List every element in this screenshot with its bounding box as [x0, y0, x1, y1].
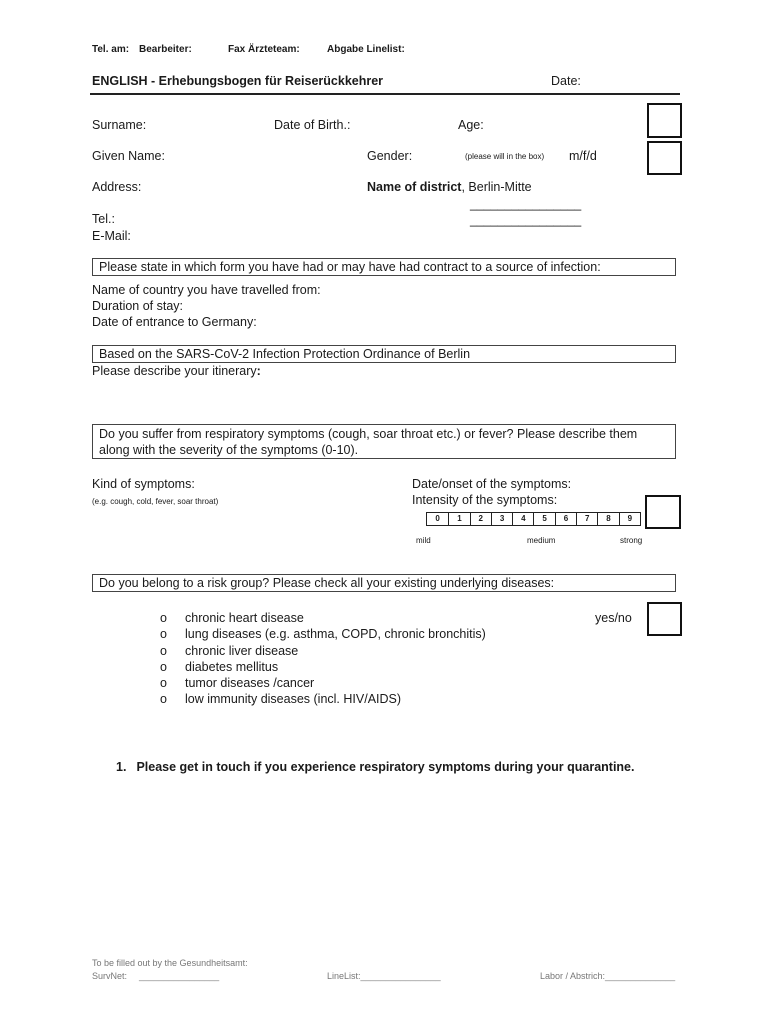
risk-box[interactable] — [647, 602, 682, 636]
list-item — [160, 643, 486, 659]
linelist-line: ________________ — [360, 971, 441, 981]
tel-label: Tel.: — [92, 212, 115, 226]
scale-5[interactable]: 5 — [533, 513, 554, 525]
age-label: Age: — [458, 118, 484, 132]
header-tel-label: Tel. am: — [92, 44, 130, 55]
scale-6[interactable]: 6 — [555, 513, 576, 525]
survnet-line: ________________ — [139, 971, 220, 981]
disease-label: lung diseases (e.g. asthma, COPD, chronic bronchitis) — [185, 627, 486, 642]
form-title: ENGLISH - Erhebungsbogen für Reiserückkehrer — [92, 74, 384, 88]
intensity-scale — [426, 512, 641, 526]
email-label: E-Mail: — [92, 229, 131, 243]
scale-8[interactable]: 8 — [597, 513, 618, 525]
infection-band: Please state in which form you have had or may have had contract to a source of infection: — [92, 258, 676, 276]
list-item — [160, 675, 486, 691]
scale-3[interactable]: 3 — [491, 513, 512, 525]
symptoms-band-line-1: Do you suffer from respiratory symptoms (cough, soar throat etc.) or fever? Please describe them — [99, 427, 638, 441]
duration-label: Duration of stay: — [92, 299, 184, 313]
footer-linelist — [327, 971, 441, 981]
bullet: o — [160, 627, 167, 642]
disease-label: diabetes mellitus — [185, 659, 279, 674]
header-fax-label: Fax Ärzteteam: — [228, 44, 300, 55]
scale-medium: medium — [527, 536, 556, 545]
disease-label: low immunity diseases (incl. HIV/AIDS) — [185, 692, 402, 707]
footer-survnet — [92, 971, 219, 981]
survnet-label: SurvNet: — [92, 971, 128, 981]
risk-band: Do you belong to a risk group? Please check all your existing underlying diseases: — [92, 574, 676, 592]
district-value: , Berlin-Mitte — [461, 180, 532, 194]
list-item — [160, 659, 486, 675]
scale-mild: mild — [416, 536, 431, 545]
date-label: Date: — [551, 74, 581, 88]
linelist-label: LineList: — [327, 971, 361, 981]
itinerary-prompt-text: Please describe your itinerary — [92, 364, 257, 378]
itinerary-prompt — [92, 364, 261, 378]
itinerary-band: Based on the SARS-CoV-2 Infection Protection Ordinance of Berlin — [92, 345, 676, 363]
labor-label: Labor / Abstrich: — [540, 971, 606, 981]
bullet: o — [160, 676, 167, 691]
bullet: o — [160, 643, 167, 658]
district-field — [367, 180, 532, 194]
disease-label: tumor diseases /cancer — [185, 676, 315, 691]
labor-line: ______________ — [605, 971, 676, 981]
intensity-label: Intensity of the symptoms: — [412, 493, 558, 507]
intensity-box[interactable] — [645, 495, 681, 529]
itinerary-colon: : — [256, 364, 261, 378]
address-line-2: ________________ — [470, 213, 582, 227]
footer-labor — [540, 971, 675, 981]
notice-number: 1. — [116, 760, 127, 774]
scale-0[interactable]: 0 — [435, 514, 440, 523]
quarantine-notice — [116, 760, 634, 774]
given-name-label: Given Name: — [92, 149, 165, 163]
list-item — [160, 691, 486, 707]
list-item — [160, 610, 486, 626]
scale-7[interactable]: 7 — [576, 513, 597, 525]
address-line-1: ________________ — [470, 197, 582, 211]
disease-label: chronic heart disease — [185, 611, 304, 625]
header-worker-label: Bearbeiter: — [139, 44, 192, 55]
notice-text: Please get in touch if you experience respiratory symptoms during your quarantine. — [136, 760, 635, 774]
title-rule — [90, 93, 680, 95]
address-label: Address: — [92, 180, 142, 194]
symptoms-band — [92, 424, 676, 459]
gender-options: m/f/d — [569, 149, 597, 163]
age-box[interactable] — [647, 103, 682, 138]
kind-hint: (e.g. cough, cold, fever, soar throat) — [92, 497, 219, 506]
entrance-label: Date of entrance to Germany: — [92, 315, 257, 329]
scale-2[interactable]: 2 — [470, 513, 491, 525]
scale-9[interactable]: 9 — [619, 513, 640, 525]
disease-list — [160, 610, 486, 708]
scale-strong: strong — [620, 536, 643, 545]
gender-label: Gender: — [367, 149, 413, 163]
bullet: o — [160, 659, 167, 674]
scale-1[interactable]: 1 — [448, 513, 469, 525]
list-item — [160, 626, 486, 642]
dob-label: Date of Birth.: — [274, 118, 351, 132]
yes-no-label: yes/no — [595, 611, 632, 625]
onset-label: Date/onset of the symptoms: — [412, 477, 572, 491]
country-label: Name of country you have travelled from: — [92, 283, 321, 297]
district-label: Name of district — [367, 180, 462, 194]
symptoms-band-line-2: along with the severity of the symptoms (0-10). — [99, 443, 359, 457]
surname-label: Surname: — [92, 118, 147, 132]
bullet: o — [160, 692, 167, 707]
gender-box[interactable] — [647, 141, 682, 175]
disease-label: chronic liver disease — [185, 643, 299, 658]
bullet: o — [160, 611, 167, 625]
header-linelist-label: Abgabe Linelist: — [327, 44, 405, 55]
gender-hint: (please will in the box) — [465, 152, 545, 161]
scale-4[interactable]: 4 — [512, 513, 533, 525]
footer-note: To be filled out by the Gesundheitsamt: — [92, 958, 248, 968]
kind-label: Kind of symptoms: — [92, 477, 195, 491]
